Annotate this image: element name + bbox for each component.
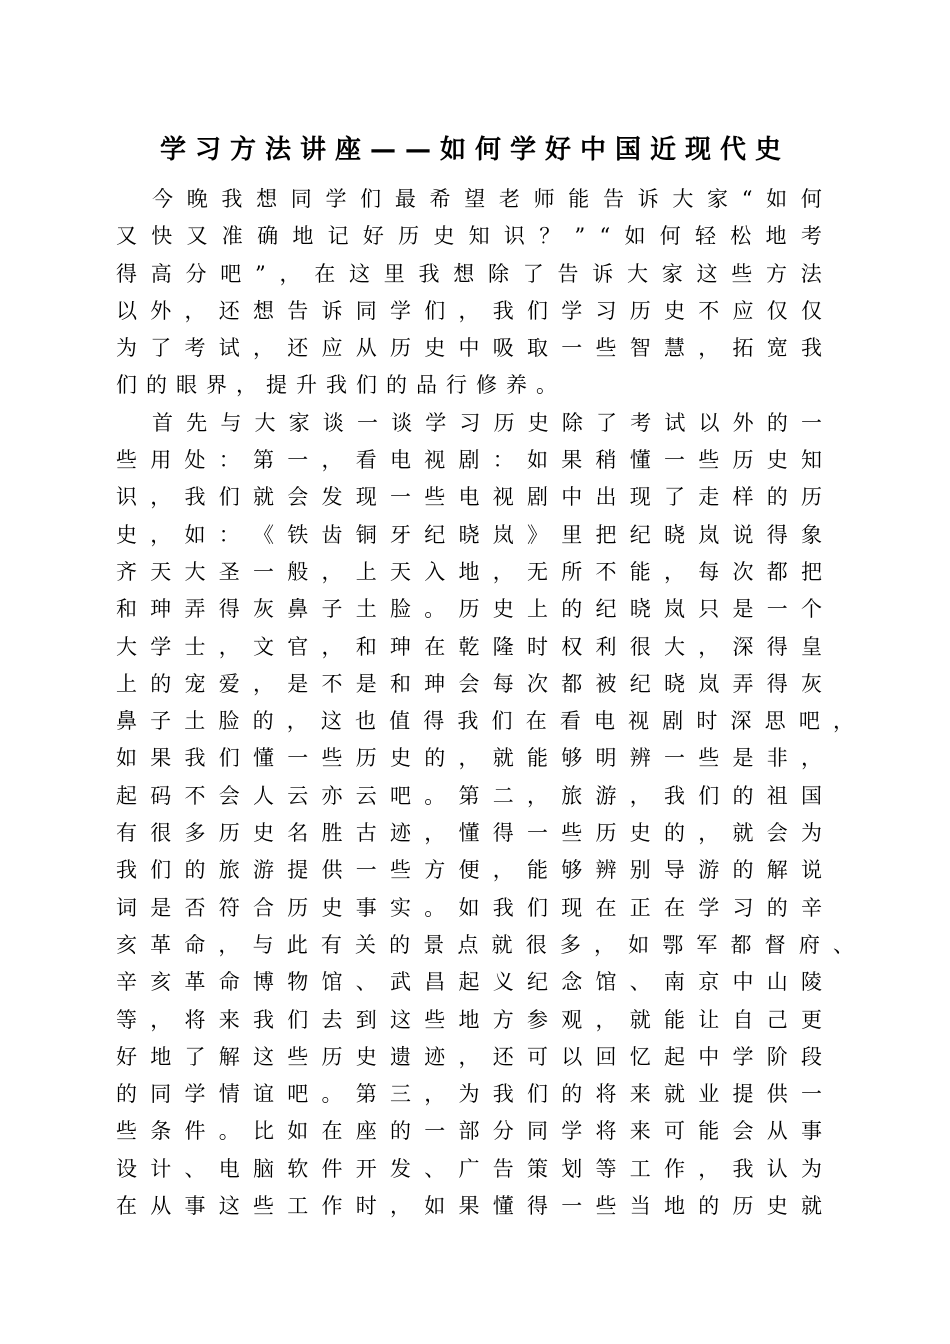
text-line: 又 快 又 准 确 地 记 好 历 史 知 识 ？ ” “ 如 何 轻 松 地 考 xyxy=(116,224,822,249)
text-line: 识 ， 我 们 就 会 发 现 一 些 电 视 剧 中 出 现 了 走 样 的 历 xyxy=(116,485,822,510)
text-line: 齐 天 大 圣 一 般 ， 上 天 入 地 ， 无 所 不 能 ， 每 次 都 把 xyxy=(116,559,822,584)
text-line: 设 计 、 电 脑 软 件 开 发 、 广 告 策 划 等 工 作 ， 我 认 为 xyxy=(116,1156,822,1181)
text-line: 等 ， 将 来 我 们 去 到 这 些 地 方 参 观 ， 就 能 让 自 己 更 xyxy=(116,1007,822,1032)
text-line: 如 果 我 们 懂 一 些 历 史 的 ， 就 能 够 明 辨 一 些 是 非 ， xyxy=(116,746,822,771)
document-body xyxy=(116,181,856,1225)
text-line: 起 码 不 会 人 云 亦 云 吧 。 第 二 ， 旅 游 ， 我 们 的 祖 国 xyxy=(116,783,822,808)
text-line: 在 从 事 这 些 工 作 时 ， 如 果 懂 得 一 些 当 地 的 历 史 就 xyxy=(116,1194,822,1219)
text-line: 得 高 分 吧 ” ， 在 这 里 我 想 除 了 告 诉 大 家 这 些 方 法 xyxy=(116,261,822,286)
text-line: 好 地 了 解 这 些 历 史 遗 迹 ， 还 可 以 回 忆 起 中 学 阶 段 xyxy=(116,1044,822,1069)
text-line: 史 ， 如 ： 《 铁 齿 铜 牙 纪 晓 岚 》 里 把 纪 晓 岚 说 得 象 xyxy=(116,522,822,547)
text-line: 首 先 与 大 家 谈 一 谈 学 习 历 史 除 了 考 试 以 外 的 一 xyxy=(152,410,822,435)
document-title: 学习方法讲座——如何学好中国近现代史 xyxy=(159,135,790,165)
text-line: 上 的 宠 爱 ， 是 不 是 和 珅 会 每 次 都 被 纪 晓 岚 弄 得 灰 xyxy=(116,671,822,696)
text-line: 亥 革 命 ， 与 此 有 关 的 景 点 就 很 多 ， 如 鄂 军 都 督 府 、 xyxy=(116,932,854,957)
text-line: 些 用 处 ： 第 一 ， 看 电 视 剧 ： 如 果 稍 懂 一 些 历 史 知 xyxy=(116,448,822,473)
text-line: 鼻 子 土 脸 的 ， 这 也 值 得 我 们 在 看 电 视 剧 时 深 思 吧 ， xyxy=(116,709,854,734)
text-line: 以 外 ， 还 想 告 诉 同 学 们 ， 我 们 学 习 历 史 不 应 仅 仅 xyxy=(116,298,822,323)
text-line: 些 条 件 。 比 如 在 座 的 一 部 分 同 学 将 来 可 能 会 从 事 xyxy=(116,1119,822,1144)
text-line: 词 是 否 符 合 历 史 事 实 。 如 我 们 现 在 正 在 学 习 的 辛 xyxy=(116,895,822,920)
text-line: 为 了 考 试 ， 还 应 从 历 史 中 吸 取 一 些 智 慧 ， 拓 宽 我 xyxy=(116,336,822,361)
text-line: 我 们 的 旅 游 提 供 一 些 方 便 ， 能 够 辨 别 导 游 的 解 说 xyxy=(116,858,822,883)
text-line: 大 学 士 ， 文 官 ， 和 珅 在 乾 隆 时 权 利 很 大 ， 深 得 皇 xyxy=(116,634,822,659)
text-line: 辛 亥 革 命 博 物 馆 、 武 昌 起 义 纪 念 馆 、 南 京 中 山 陵 xyxy=(116,970,822,995)
text-line: 们 的 眼 界 ， 提 升 我 们 的 品 行 修 养 。 xyxy=(116,373,557,398)
text-line: 有 很 多 历 史 名 胜 古 迹 ， 懂 得 一 些 历 史 的 ， 就 会 为 xyxy=(116,821,822,846)
text-line: 今 晚 我 想 同 学 们 最 希 望 老 师 能 告 诉 大 家 “ 如 何 xyxy=(152,187,822,211)
text-line: 和 珅 弄 得 灰 鼻 子 土 脸 。 历 史 上 的 纪 晓 岚 只 是 一 个 xyxy=(116,597,822,622)
text-line: 的 同 学 情 谊 吧 。 第 三 ， 为 我 们 的 将 来 就 业 提 供 一 xyxy=(116,1082,822,1107)
